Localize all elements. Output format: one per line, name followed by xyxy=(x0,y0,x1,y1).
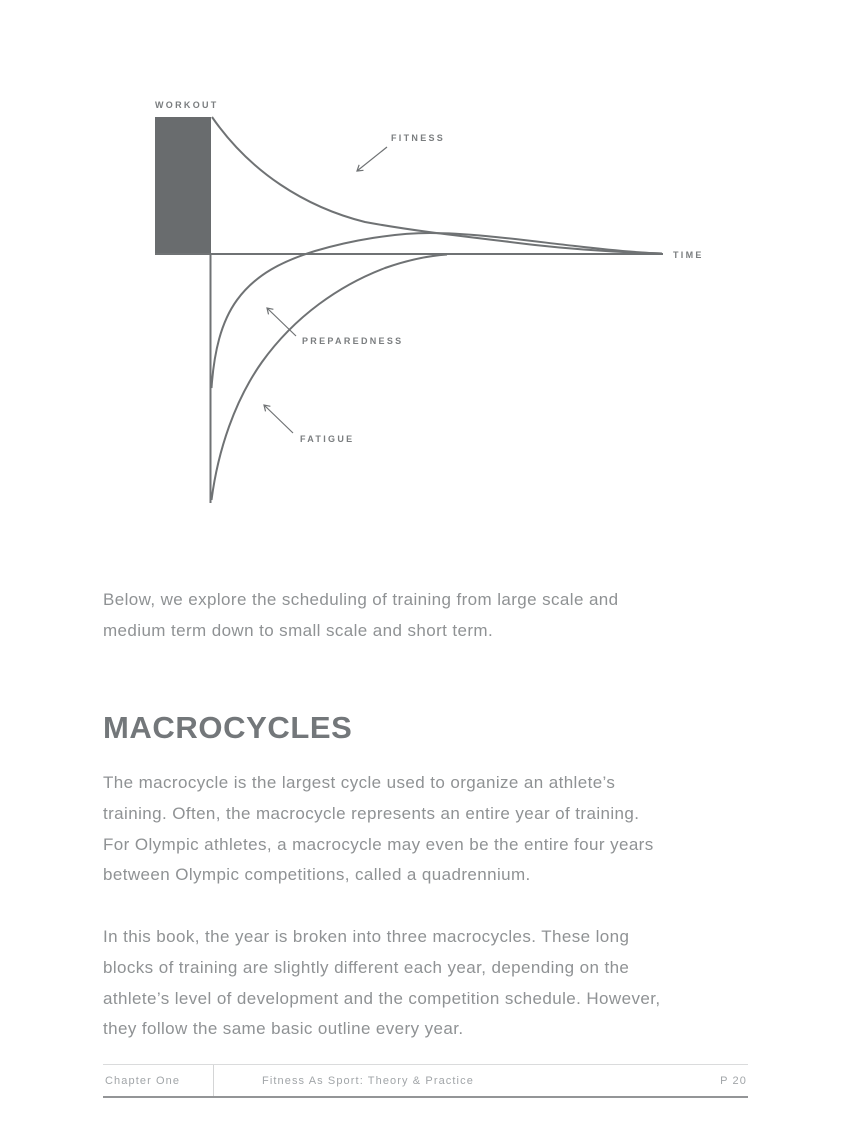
footer-page-number-label: P 20 xyxy=(720,1074,747,1087)
footer-chapter-label: Chapter One xyxy=(105,1074,181,1087)
paragraph-line: The macrocycle is the largest cycle used to organize an athlete’s xyxy=(103,773,616,792)
paragraph-macrocycle-definition xyxy=(103,768,763,891)
time-label: TIME xyxy=(673,250,704,260)
paragraph-line: athlete’s level of development and the competition schedule. However, xyxy=(103,988,661,1008)
fitness-arrow xyxy=(357,147,387,171)
intro-paragraph xyxy=(103,585,763,647)
fatigue-curve xyxy=(212,255,448,501)
paragraph-line: between Olympic competitions, called a quadrennium. xyxy=(103,865,531,885)
paragraph-line: blocks of training are slightly different each year, depending on the xyxy=(103,957,630,977)
footer-book-title xyxy=(214,1065,720,1096)
page-footer xyxy=(103,1064,748,1098)
fatigue-label: FATIGUE xyxy=(300,434,355,444)
preparedness-arrow xyxy=(267,308,296,336)
fatigue-arrow xyxy=(264,405,293,433)
paragraph-line: In this book, the year is broken into three macrocycles. These long xyxy=(103,927,630,946)
paragraph-line: training. Often, the macrocycle represents an entire year of training. xyxy=(103,803,640,823)
supercompensation-diagram xyxy=(0,0,855,520)
section-heading: MACROCYCLES xyxy=(103,710,353,745)
paragraph-line: For Olympic athletes, a macrocycle may even be the entire four years xyxy=(103,834,654,854)
preparedness-label: PREPAREDNESS xyxy=(302,336,404,346)
workout-bar xyxy=(155,117,211,254)
paragraph-line: they follow the same basic outline every year. xyxy=(103,1019,464,1039)
paragraph-book-structure xyxy=(103,922,763,1045)
fitness-label: FITNESS xyxy=(391,133,446,143)
footer-book-title-label: Fitness As Sport: Theory & Practice xyxy=(262,1074,474,1087)
footer-page-number xyxy=(720,1065,748,1096)
footer-chapter xyxy=(103,1065,214,1096)
intro-line: medium term down to small scale and short term. xyxy=(103,620,494,640)
workout-label: WORKOUT xyxy=(155,100,219,110)
intro-line: Below, we explore the scheduling of training from large scale and xyxy=(103,590,619,609)
